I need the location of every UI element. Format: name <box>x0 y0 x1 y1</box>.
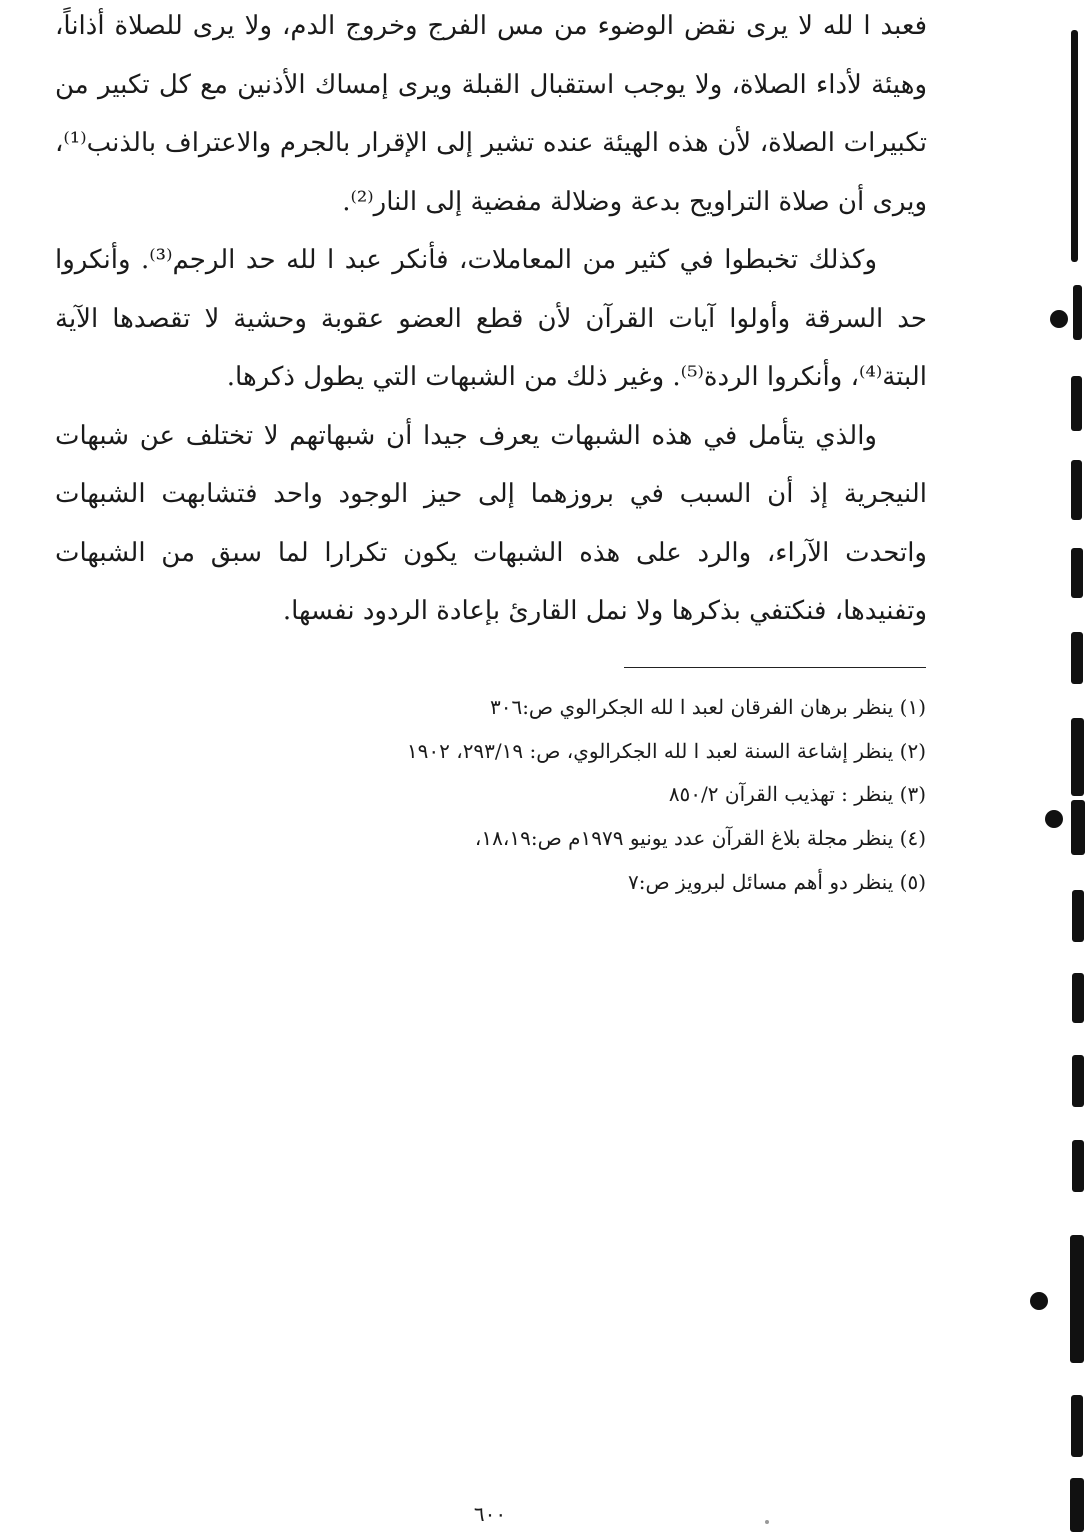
binding-mark <box>1072 973 1084 1023</box>
footnote-2: (٢) ينظر إشاعة السنة لعبد ا لله الجكرالوي، ص: ٢٩٣/١٩، ١٩٠٢ <box>406 738 926 763</box>
binding-mark <box>1071 632 1083 684</box>
footnote-5: (٥) ينظر دو أهم مسائل لبرويز ص:٧ <box>628 869 926 894</box>
binding-mark <box>1071 800 1085 855</box>
binding-hole <box>1050 310 1068 328</box>
body-paragraph-3: والذي يتأمل في هذه الشبهات يعرف جيدا أن شبهاتهم لا تختلف عن شبهات النيجرية إذ أن السبب في بروزهما إلى حيز الوجود واحد فتشابهت الشبهات واتحدت الآراء، والرد على هذه الشبهات يكون تكرارا لما سبق من الشبهات وتفنيدها، فنكتفي بذكرها ولا نمل القارئ بإعادة الردود نفسها. <box>55 420 927 626</box>
binding-mark <box>1070 1478 1084 1532</box>
binding-mark <box>1073 285 1082 340</box>
footnote-1: (١) ينظر برهان الفرقان لعبد ا لله الجكرالوي ص:٣٠٦ <box>489 695 926 719</box>
binding-hole <box>1045 810 1063 828</box>
footnotes <box>240 686 926 905</box>
binding-mark <box>1071 1395 1083 1457</box>
binding-hole <box>1030 1292 1048 1310</box>
binding-mark <box>1072 1140 1084 1192</box>
binding-mark <box>1071 548 1083 598</box>
footnote-3: (٣) ينظر : تهذيب القرآن ٨٥٠/٢ <box>668 782 926 807</box>
page-number: ٦٠٠ <box>473 1502 507 1526</box>
binding-mark <box>1071 376 1082 431</box>
binding-mark <box>1071 718 1084 796</box>
binding-mark <box>1072 890 1084 942</box>
binding-mark <box>1070 1235 1084 1363</box>
footnote-separator <box>624 667 926 668</box>
binding-mark <box>1072 1055 1084 1107</box>
scan-speck <box>765 1520 769 1524</box>
binding-mark <box>1071 460 1082 520</box>
body-paragraph-2: وكذلك تخبطوا في كثير من المعاملات، فأنكر عبد ا لله حد الرجم⁽³⁾. وأنكروا حد السرقة وأولوا آيات القرآن لأن قطع العضو عقوبة وحشية لا تقصدها الآية البتة⁽⁴⁾، وأنكروا الردة⁽⁵⁾. وغير ذلك من الشبهات التي يطول ذكرها. <box>55 245 927 392</box>
main-body <box>55 0 927 641</box>
footnote-4: (٤) ينظر مجلة بلاغ القرآن عدد يونيو ١٩٧٩م ص:١٨،١٩، <box>474 826 926 851</box>
binding-mark <box>1071 30 1078 262</box>
body-paragraph-1: فعبد ا لله لا يرى نقض الوضوء من مس الفرج وخروج الدم، ولا يرى للصلاة أذاناً، وهيئة لأداء الصلاة، ولا يوجب استقبال القبلة ويرى إمساك الأذنين مع كل تكبير من تكبيرات الصلاة، لأن هذه الهيئة عنده تشير إلى الإقرار بالجرم والاعتراف بالذنب⁽¹⁾، ويرى أن صلاة التراويح بدعة وضلالة مفضية إلى النار⁽²⁾. <box>55 11 927 217</box>
